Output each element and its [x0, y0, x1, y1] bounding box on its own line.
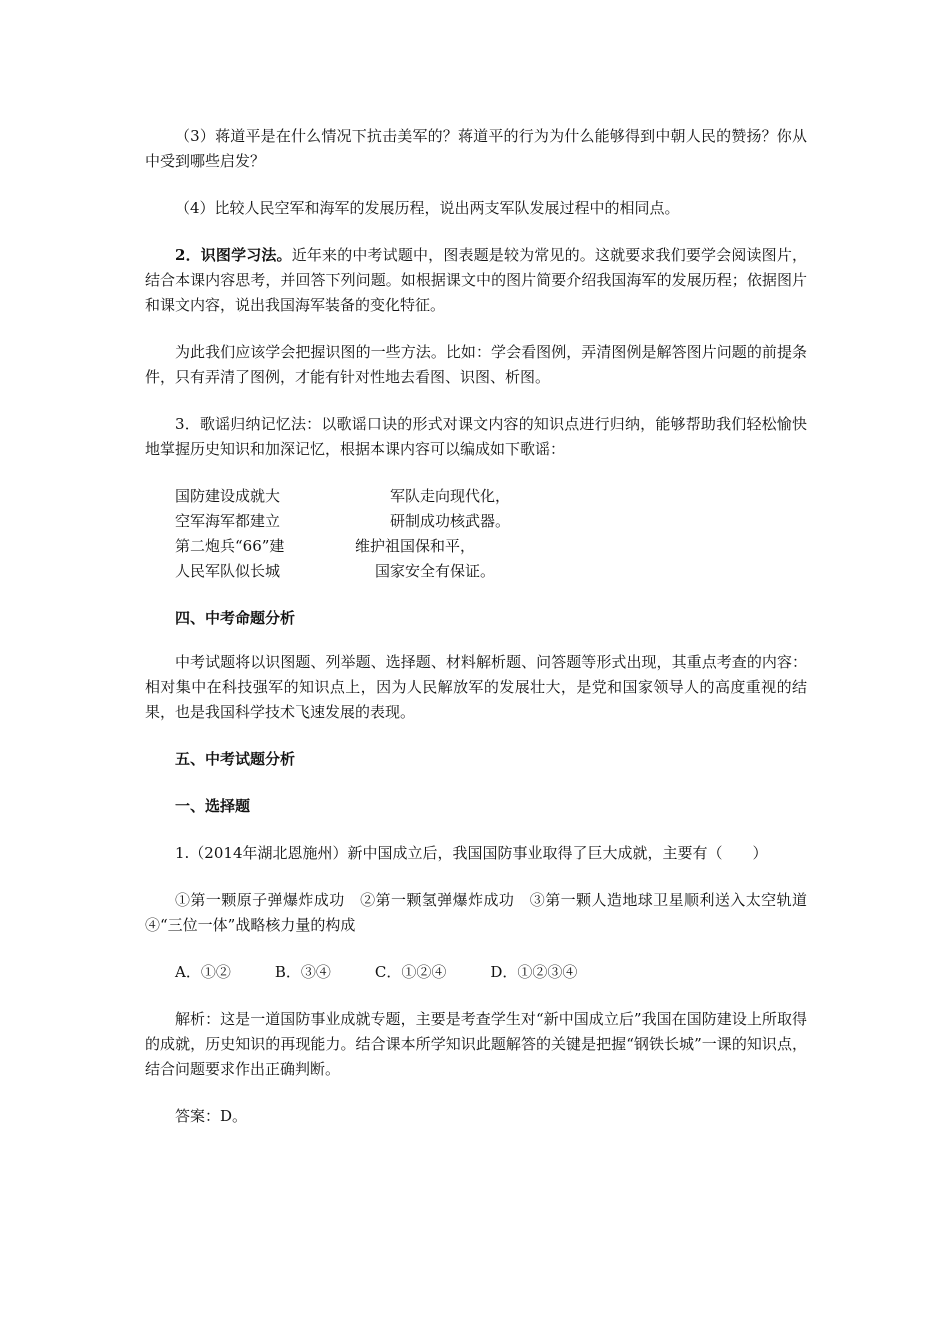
poem-line — [145, 484, 807, 509]
question-3-paragraph: （3）蒋道平是在什么情况下抗击美军的？蒋道平的行为为什么能够得到中朝人民的赞扬？你从中受到哪些启发？ — [145, 127, 807, 170]
poem-line-left: 第二炮兵“66”建 — [175, 537, 285, 555]
poem-line-right: 国家安全有保证。 — [375, 562, 496, 580]
poem-line-right: 研制成功核武器。 — [390, 512, 511, 530]
section-5-heading: 五、中考试题分析 — [175, 750, 296, 768]
poem-line-right: 维护祖国保和平， — [355, 537, 476, 555]
poem-line-left: 国防建设成就大 — [175, 487, 281, 505]
question-1-items: ①第一颗原子弹爆炸成功 ②第一颗氢弹爆炸成功 ③第一颗人造地球卫星顺利送入太空轨道 ④“三位一体”战略核力量的构成 — [145, 891, 823, 934]
poem-line — [145, 534, 807, 559]
poem-line — [145, 559, 807, 584]
question-1-options — [145, 960, 807, 985]
poem-line-left: 人民军队似长城 — [175, 562, 281, 580]
option-c: C．①②④ — [374, 963, 447, 981]
question-1-stem: 1.（2014年湖北恩施州）新中国成立后，我国国防事业取得了巨大成就，主要有（ ） — [175, 844, 768, 862]
method-3-paragraph: 3．歌谣归纳记忆法：以歌谣口诀的形式对课文内容的知识点进行归纳，能够帮助我们轻松愉快地掌握历史知识和加深记忆，根据本课内容可以编成如下歌谣： — [145, 415, 807, 458]
question-1-answer: 答案：D。 — [175, 1107, 248, 1125]
method-2-body: 近年来的中考试题中，图表题是较为常见的。这就要求我们要学会阅读图片，结合本课内容思考，并回答下列问题。如根据课文中的图片简要介绍我国海军的发展历程；依据图片和课文内容，说出我国海军装备的变化特征。 — [145, 246, 807, 314]
option-b: B．③④ — [274, 963, 331, 981]
method-2-tip-paragraph: 为此我们应该学会把握识图的一些方法。比如：学会看图例，弄清图例是解答图片问题的前提条件，只有弄清了图例，才能有针对性地去看图、识图、析图。 — [145, 343, 807, 386]
method-2-paragraph — [145, 243, 807, 318]
question-1-analysis: 解析：这是一道国防事业成就专题，主要是考查学生对“新中国成立后”我国在国防建设上所取得的成就，历史知识的再现能力。结合课本所学知识此题解答的关键是把握“钢铁长城”一课的知识点，结合问题要求作出正确判断。 — [145, 1010, 807, 1078]
poem-line-left: 空军海军都建立 — [175, 512, 281, 530]
method-2-title: 2．识图学习法。 — [175, 246, 292, 264]
part-1-heading: 一、选择题 — [175, 797, 251, 815]
section-4-heading: 四、中考命题分析 — [175, 609, 296, 627]
option-a: A．①② — [175, 963, 231, 981]
option-d: D．①②③④ — [490, 963, 578, 981]
poem-line — [145, 509, 807, 534]
poem-line-right: 军队走向现代化， — [390, 487, 511, 505]
mnemonic-poem — [145, 484, 807, 584]
document-body — [145, 124, 823, 1129]
question-4-paragraph: （4）比较人民空军和海军的发展历程，说出两支军队发展过程中的相同点。 — [175, 199, 680, 217]
section-4-body: 中考试题将以识图题、列举题、选择题、材料解析题、问答题等形式出现，其重点考查的内容：相对集中在科技强军的知识点上，因为人民解放军的发展壮大，是党和国家领导人的高度重视的结果，也是我国科学技术飞速发展的表现。 — [145, 653, 807, 721]
